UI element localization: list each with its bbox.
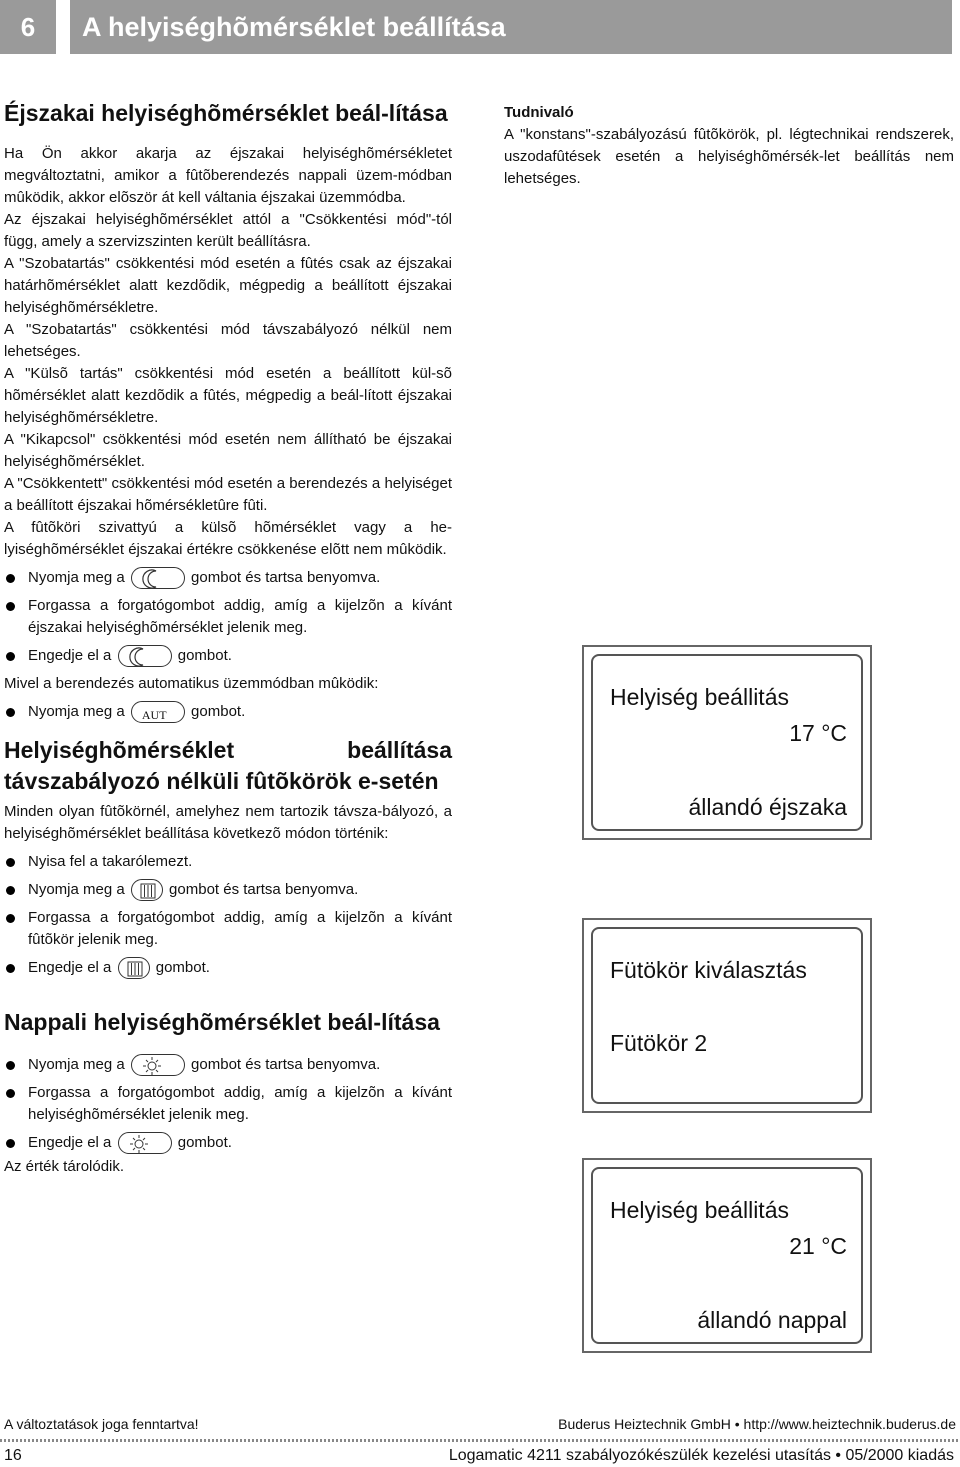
footer-divider — [0, 1439, 960, 1442]
list-item: Engedje el a gombot. — [4, 1132, 452, 1154]
page-number: 16 — [4, 1447, 22, 1464]
moon-icon — [119, 646, 173, 668]
display-line-3: állandó éjszaka — [688, 794, 847, 820]
radiator-icon — [119, 958, 151, 980]
list-item: Engedje el a gombot. — [4, 645, 452, 667]
list-item: Engedje el a gombot. — [4, 957, 452, 979]
display-screen — [591, 927, 863, 1104]
list-item: Forgassa a forgatógombot addig, amíg a kijelzõn a kívánt éjszakai helyiséghõmérséklet jelenik meg. — [4, 595, 452, 639]
radiator-key[interactable] — [118, 957, 150, 979]
display-line-3: állandó nappal — [697, 1307, 847, 1333]
display-line-1: Helyiség beállitás — [610, 1197, 789, 1223]
display-line-1: Helyiség beállitás — [610, 684, 789, 710]
paragraph: Mivel a berendezés automatikus üzemmódban mûködik: — [4, 675, 379, 693]
note-title: Tudnivaló — [504, 104, 574, 121]
sun-icon — [119, 1133, 173, 1155]
footer-rights-note: A változtatások joga fenntartva! — [4, 1416, 199, 1432]
left-column — [4, 98, 452, 1178]
paragraph: A "Külsõ tartás" csökkentési mód esetén a beállított kül-sõ hõmérséklet alatt kezdõdik a fûtés, mégpedig a beál-lított éjszakai helyiséghõmérsékletre. — [4, 365, 452, 426]
chapter-title: A helyiséghõmérséklet beállítása — [70, 0, 952, 54]
list-item: Nyomja meg a gombot és tartsa benyomva. — [4, 879, 452, 901]
display-line-2: 21 °C — [789, 1233, 847, 1259]
section-title-no-remote: Helyiséghõmérséklet beállítása távszabályozó nélküli fûtõkörök e-setén — [4, 737, 452, 795]
paragraph: A "Csökkentett" csökkentési mód esetén a berendezés a helyiséget a beállított éjszakai hõmérsékletûre fûti. — [4, 475, 452, 514]
paragraph: A "Kikapcsol" csökkentési mód esetén nem állítható be éjszakai helyiséghõmérséklet. — [4, 431, 452, 470]
radiator-icon — [132, 880, 164, 902]
note-text: A "konstans"-szabályozású fûtõkörök, pl. légtechnikai rendszerek, uszodafûtések esetén a helyiséghõmérsék-let beállítás nem lehetséges. — [504, 126, 954, 187]
list-item: Forgassa a forgatógombot addig, amíg a kijelzõn a kívánt fûtõkör jelenik meg. — [4, 907, 452, 951]
display-screen — [591, 654, 863, 831]
paragraph: Az éjszakai helyiséghõmérséklet attól a "Csökkentési mód"-tól függ, amely a szervizszinten került beállításra. — [4, 211, 452, 250]
instruction-list-day — [4, 1054, 452, 1154]
instruction-list-auto — [4, 701, 452, 723]
display-line-1: Fütökör kiválasztás — [610, 957, 807, 983]
instruction-list-night — [4, 567, 452, 667]
display-screen — [591, 1167, 863, 1344]
footer-company: Buderus Heiztechnik GmbH • http://www.heiztechnik.buderus.de — [558, 1416, 956, 1432]
list-item: Forgassa a forgatógombot addig, amíg a kijelzõn a kívánt helyiséghõmérséklet jelenik meg. — [4, 1082, 452, 1126]
list-item: Nyomja meg a gombot és tartsa benyomva. — [4, 567, 452, 589]
paragraph: Ha Ön akkor akarja az éjszakai helyiséghõmérsékletet megváltoztatni, amikor a fûtõberendezés nappali üzem-módban mûködik, akkor elõször át kell váltania éjszakai üzemmódba. — [4, 145, 452, 206]
display-line-2: 17 °C — [789, 720, 847, 746]
paragraph: Az érték tárolódik. — [4, 1158, 125, 1176]
display-line-2: Fütökör 2 — [610, 1030, 708, 1056]
sun-icon — [132, 1055, 186, 1077]
paragraph: A fûtõköri szivattyú a külsõ hõmérséklet vagy a he-lyiséghõmérséklet éjszakai értékre csökkenése elõtt nem mûködik. — [4, 519, 452, 558]
list-item: Nyomja meg a AUT gombot. — [4, 701, 452, 723]
section-title-day: Nappali helyiséghõmérséklet beál-lítása — [4, 1009, 440, 1036]
instruction-list-circuit — [4, 851, 452, 979]
section-title-night: Éjszakai helyiséghõmérséklet beál-lítása — [4, 100, 448, 126]
footer-doc-title: Logamatic 4211 szabályozókészülék kezelési utasítás • 05/2000 kiadás — [448, 1447, 954, 1464]
paragraph: A "Szobatartás" csökkentési mód esetén a fûtés csak az éjszakai határhõmérséklet alatt kezdõdik, mégpedig a beállított éjszakai helyiséghõmérsékletre. — [4, 255, 452, 316]
chapter-number: 6 — [0, 0, 56, 54]
radiator-key[interactable] — [131, 879, 163, 901]
aut-key[interactable] — [131, 701, 185, 723]
moon-key[interactable] — [131, 567, 185, 589]
aut-key-label: AUT — [141, 708, 167, 723]
display-panel-day — [582, 1158, 872, 1353]
list-item: Nyisa fel a takarólemezt. — [4, 851, 452, 873]
paragraph: A "Szobatartás" csökkentési mód távszabályozó nélkül nem lehetséges. — [4, 321, 452, 360]
sun-key[interactable] — [131, 1054, 185, 1076]
list-item: Nyomja meg a gombot és tartsa benyomva. — [4, 1054, 452, 1076]
moon-key[interactable] — [118, 645, 172, 667]
display-panel-night — [582, 645, 872, 840]
paragraph: Minden olyan fûtõkörnél, amelyhez nem tartozik távsza-bályozó, a helyiséghõmérséklet beállítása következõ módon történik: — [4, 803, 452, 843]
note-box — [504, 102, 954, 190]
moon-icon — [132, 568, 186, 590]
display-panel-circuit — [582, 918, 872, 1113]
sun-key[interactable] — [118, 1132, 172, 1154]
